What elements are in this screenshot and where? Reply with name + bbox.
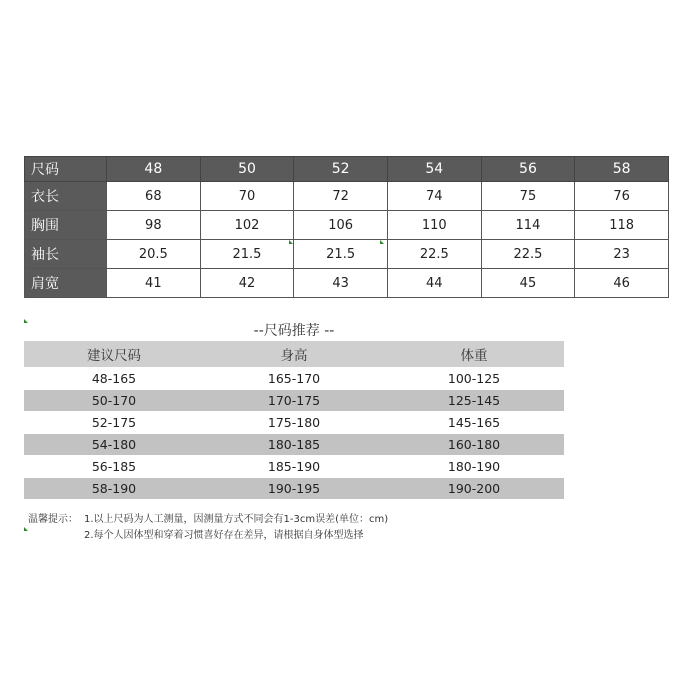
recommendation-header xyxy=(24,341,564,368)
table-cell: 74 xyxy=(387,182,481,211)
table-cell: 50-170 xyxy=(24,390,204,412)
table-cell: 20.5 xyxy=(107,240,201,269)
table-cell: 22.5 xyxy=(481,240,575,269)
recommendation-table xyxy=(24,341,564,500)
table-cell: 45 xyxy=(481,269,575,298)
note-line xyxy=(28,512,388,528)
table-cell: 180-190 xyxy=(384,456,564,478)
note-text: 1.以上尺码为人工测量，因测量方式不同会有1-3cm误差(单位：cm) xyxy=(84,514,389,525)
table-cell: 114 xyxy=(481,211,575,240)
note-line xyxy=(28,528,388,544)
table-cell: 165-170 xyxy=(204,368,384,390)
table-cell: 21.5 xyxy=(294,240,388,269)
size-table-header xyxy=(25,157,669,182)
size-table xyxy=(24,156,669,298)
table-cell: 70 xyxy=(200,182,294,211)
size-header-cell: 52 xyxy=(294,157,388,182)
table-cell: 175-180 xyxy=(204,412,384,434)
note-text: 2.每个人因体型和穿着习惯喜好存在差异，请根据自身体型选择 xyxy=(84,530,364,541)
cell-marker-icon xyxy=(289,240,293,244)
table-row xyxy=(24,456,564,478)
table-cell: 22.5 xyxy=(387,240,481,269)
table-cell: 76 xyxy=(575,182,669,211)
table-cell: 118 xyxy=(575,211,669,240)
notes-label: 温馨提示： xyxy=(28,514,78,525)
table-cell: 43 xyxy=(294,269,388,298)
table-row xyxy=(24,368,564,390)
table-cell: 102 xyxy=(200,211,294,240)
recommendation-title: --尺码推荐 -- xyxy=(253,323,335,339)
size-header-cell: 50 xyxy=(200,157,294,182)
column-header: 建议尺码 xyxy=(24,341,204,368)
table-cell: 54-180 xyxy=(24,434,204,456)
table-cell: 44 xyxy=(387,269,481,298)
column-header: 体重 xyxy=(384,341,564,368)
table-row xyxy=(24,434,564,456)
cell-marker-icon xyxy=(380,240,384,244)
size-table-row xyxy=(25,182,669,211)
table-cell: 58-190 xyxy=(24,478,204,500)
table-cell: 190-195 xyxy=(204,478,384,500)
table-cell: 98 xyxy=(107,211,201,240)
table-cell: 68 xyxy=(107,182,201,211)
column-header: 身高 xyxy=(204,341,384,368)
table-cell: 23 xyxy=(575,240,669,269)
table-cell: 56-185 xyxy=(24,456,204,478)
table-row xyxy=(24,478,564,500)
table-cell: 170-175 xyxy=(204,390,384,412)
notes xyxy=(28,512,388,544)
size-header-cell: 56 xyxy=(481,157,575,182)
table-cell: 100-125 xyxy=(384,368,564,390)
row-label: 胸围 xyxy=(25,211,107,240)
table-row xyxy=(24,390,564,412)
table-row xyxy=(24,412,564,434)
table-cell: 41 xyxy=(107,269,201,298)
table-cell: 46 xyxy=(575,269,669,298)
row-label: 袖长 xyxy=(25,240,107,269)
row-label: 肩宽 xyxy=(25,269,107,298)
table-cell: 42 xyxy=(200,269,294,298)
table-cell: 185-190 xyxy=(204,456,384,478)
table-cell: 72 xyxy=(294,182,388,211)
size-table-row xyxy=(25,240,669,269)
table-cell: 21.5 xyxy=(200,240,294,269)
size-table-row xyxy=(25,269,669,298)
table-cell: 110 xyxy=(387,211,481,240)
size-table-row xyxy=(25,211,669,240)
table-cell: 125-145 xyxy=(384,390,564,412)
table-cell: 145-165 xyxy=(384,412,564,434)
table-cell: 75 xyxy=(481,182,575,211)
table-cell: 160-180 xyxy=(384,434,564,456)
size-header-cell: 58 xyxy=(575,157,669,182)
row-label: 衣长 xyxy=(25,182,107,211)
size-header-cell: 48 xyxy=(107,157,201,182)
size-header-cell: 54 xyxy=(387,157,481,182)
table-cell: 106 xyxy=(294,211,388,240)
table-cell: 190-200 xyxy=(384,478,564,500)
table-cell: 180-185 xyxy=(204,434,384,456)
size-header-label: 尺码 xyxy=(25,157,107,182)
table-cell: 48-165 xyxy=(24,368,204,390)
table-cell: 52-175 xyxy=(24,412,204,434)
